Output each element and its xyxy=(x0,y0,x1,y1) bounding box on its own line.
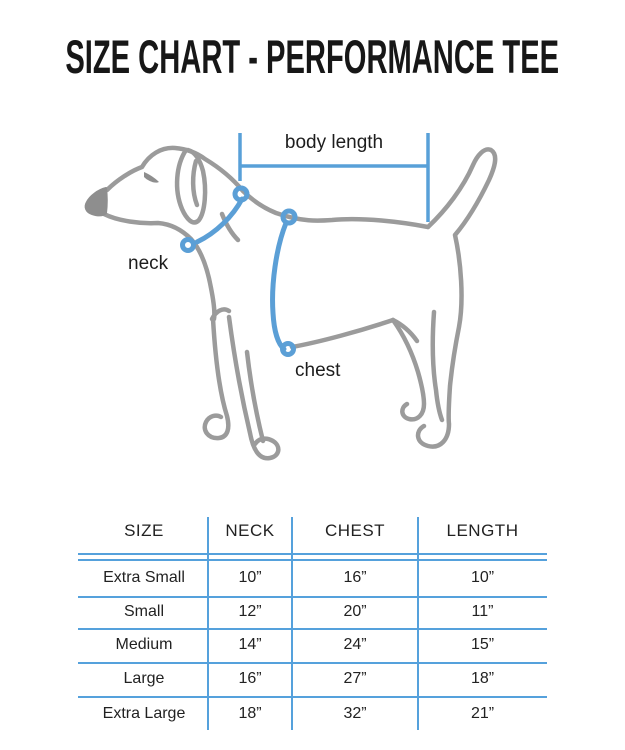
length-cell: 18” xyxy=(470,670,495,687)
chest-cell: 32” xyxy=(343,704,367,722)
length-cell: 15” xyxy=(470,636,495,653)
size-cell: Extra Small xyxy=(103,569,185,586)
table-row xyxy=(0,596,625,628)
header-length: LENGTH xyxy=(446,521,519,540)
header-chest: CHEST xyxy=(324,521,386,540)
size-cell: Large xyxy=(123,670,165,687)
length-cell: 10” xyxy=(470,569,495,586)
length-cell: 11” xyxy=(471,603,494,620)
table-row xyxy=(0,696,625,731)
header-neck: NECK xyxy=(225,521,275,540)
neck-cell: 12” xyxy=(238,603,262,620)
size-cell: Small xyxy=(123,603,164,620)
chest-label: chest xyxy=(295,360,341,381)
table-row xyxy=(0,662,625,696)
size-cell: Medium xyxy=(115,636,173,653)
header-size: SIZE xyxy=(124,521,164,540)
table-header-row xyxy=(0,514,625,548)
chest-cell: 16” xyxy=(343,569,367,586)
page-title: SIZE CHART - PERFORMANCE TEE xyxy=(65,29,560,83)
length-cell: 21” xyxy=(470,704,495,722)
neck-cell: 18” xyxy=(238,704,262,722)
body-length-label: body length xyxy=(284,132,384,153)
chest-cell: 20” xyxy=(343,603,367,620)
chest-cell: 24” xyxy=(343,636,367,653)
neck-cell: 16” xyxy=(238,670,262,687)
neck-cell: 10” xyxy=(238,569,262,586)
neck-label: neck xyxy=(128,253,169,274)
size-cell: Extra Large xyxy=(102,704,186,722)
table-row xyxy=(0,560,625,596)
chest-cell: 27” xyxy=(343,670,367,687)
neck-cell: 14” xyxy=(238,636,262,653)
table-row xyxy=(0,628,625,662)
table-header-rule-top xyxy=(78,553,547,555)
